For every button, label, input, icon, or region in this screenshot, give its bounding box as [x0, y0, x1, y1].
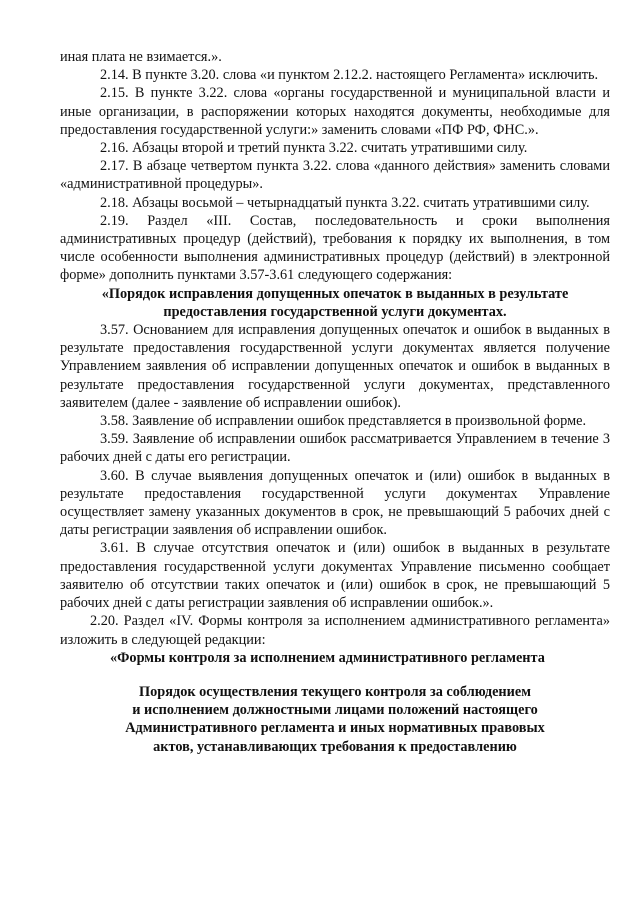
paragraph-3-61: 3.61. В случае отсутствия опечаток и (или) ошибок в выданных в результате предоставления государственной услуги документах Управление письменно сообщает заявителю об отсутствии таких опечаток и (или) ошибок в срок, не превышающий 5 рабочих дней с даты регистрации заявления об исправлении ошибок.».: [60, 540, 610, 612]
paragraph-2-14: 2.14. В пункте 3.20. слова «и пунктом 2.12.2. настоящего Регламента» исключить.: [100, 67, 599, 84]
paragraph-2-19: 2.19. Раздел «III. Состав, последовательность и сроки выполнения административных процедур (действий), требования к порядку их выполнения, в том числе особенности выполнения административных процедур (действий) в электронной форме» дополнить пунктами 3.57-3.61 следующего содержания:: [60, 212, 610, 284]
paragraph-3-58: 3.58. Заявление об исправлении ошибок представляется в произвольной форме.: [100, 413, 587, 430]
paragraph-2-15: 2.15. В пункте 3.22. слова «органы государственной и муниципальной власти и иные организации, в распоряжении которых находятся документы, необходимые для предоставления государственной услуги:» заменить словами «ПФ РФ, ФНС.».: [60, 85, 610, 138]
paragraph-3-59: 3.59. Заявление об исправлении ошибок рассматривается Управлением в течение 3 рабочих дней с даты его регистрации.: [60, 431, 610, 466]
paragraph-2-20: 2.20. Раздел «IV. Формы контроля за исполнением административного регламента» изложить в следующей редакции:: [60, 613, 610, 648]
paragraph-2-16: 2.16. Абзацы второй и третий пункта 3.22. считать утратившими силу.: [100, 140, 528, 157]
paragraph-2-18: 2.18. Абзацы восьмой – четырнадцатый пункта 3.22. считать утратившими силу.: [100, 194, 590, 211]
paragraph-3-60: 3.60. В случае выявления допущенных опечаток и (или) ошибок в выданных в результате предоставления государственной услуги документах Управление осуществляет замену указанных документов в срок, не превышающий 5 рабочих дней с даты регистрации заявления об исправлении ошибок.: [60, 467, 610, 539]
document-page: [60, 48, 610, 756]
section-heading-control-forms: «Формы контроля за исполнением административного регламента: [110, 649, 545, 666]
paragraph-2-17: 2.17. В абзаце четвертом пункта 3.22. слова «данного действия» заменить словами «административной процедуры».: [60, 158, 610, 193]
section-heading-corrections: «Порядок исправления допущенных опечаток в выданных в результате предоставления государственной услуги документах.: [101, 285, 569, 320]
spacer: [60, 667, 610, 683]
heading-line-4: актов, устанавливающих требования к предоставлению: [153, 738, 517, 755]
paragraph-3-57: 3.57. Основанием для исправления допущенных опечаток и ошибок в выданных в результате предоставления государственной услуги документах является получение Управлением заявления об исправлении допущенных опечаток и ошибок в выданных в результате предоставления государственной услуги документах, представленного заявителем (далее - заявление об исправлении ошибок).: [60, 322, 610, 411]
heading-line-2: и исполнением должностными лицами положений настоящего: [132, 702, 538, 719]
heading-line-3: Административного регламента и иных нормативных правовых: [125, 720, 545, 737]
heading-line-1: Порядок осуществления текущего контроля за соблюдением: [139, 683, 531, 700]
paragraph-continuation: иная плата не взимается.».: [60, 49, 222, 65]
